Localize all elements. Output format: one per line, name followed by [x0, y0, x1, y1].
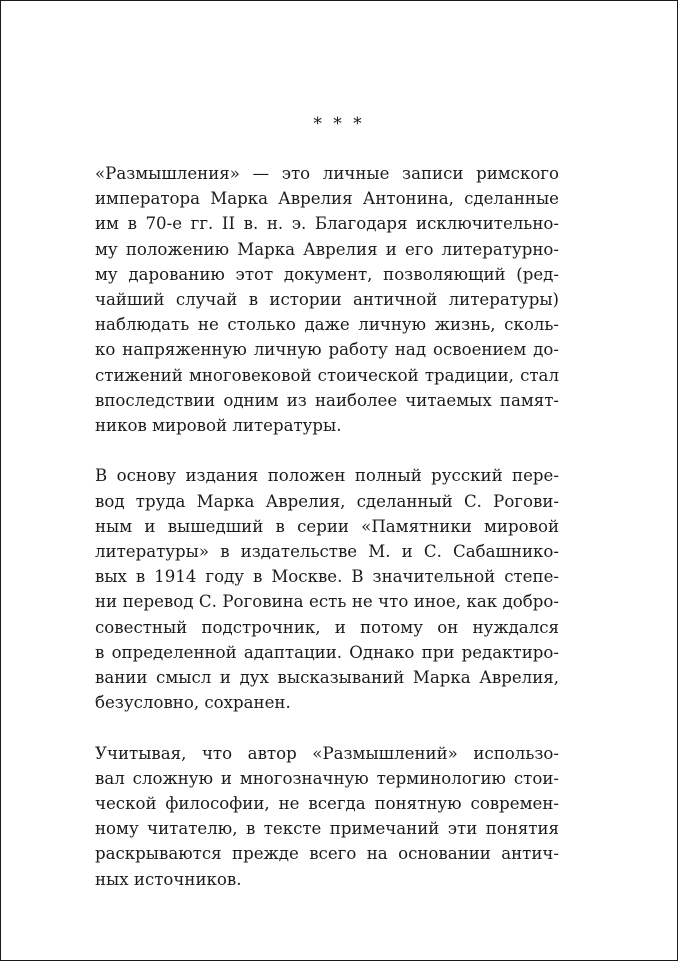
text-line: им в 70-е гг. II в. н. э. Благодаря исключительно- — [95, 214, 559, 234]
paragraph-spacer — [95, 715, 559, 740]
text-line: вал сложную и многозначную терминологию стои- — [95, 768, 559, 788]
text-line: ко напряженную личную работу над освоением до- — [95, 340, 559, 360]
text-line: литературы» в издательстве М. и С. Сабашнико- — [95, 542, 559, 562]
text-line: «Размышления» — это личные записи римского — [95, 164, 559, 183]
paragraph-3 — [95, 741, 559, 892]
text-line: ных источников. — [95, 869, 242, 889]
body-text — [95, 161, 559, 892]
text-line: стижений многовековой стоической традиции, стал — [95, 365, 559, 385]
text-line: совестный подстрочник, и потому он нуждался — [95, 617, 559, 637]
text-line: ников мировой литературы. — [95, 416, 342, 436]
text-line: наблюдать не столько даже личную жизнь, сколь- — [95, 315, 559, 335]
paragraph-1 — [95, 161, 559, 438]
text-line: вод труда Марка Аврелия, сделанный С. Рогови- — [95, 491, 559, 511]
text-line: императора Марка Аврелия Антонина, сделанные — [95, 189, 559, 209]
text-line: му дарованию этот документ, позволяющий (ред- — [95, 264, 559, 284]
text-line: В основу издания положен полный русский пере- — [95, 466, 559, 486]
text-line: впоследствии одним из наиболее читаемых памят- — [95, 390, 559, 410]
text-line: вых в 1914 году в Москве. В значительной степе- — [95, 567, 559, 587]
text-line: ческой философии, не всегда понятную современ- — [95, 794, 559, 814]
text-line: ным и вышедший в серии «Памятники мировой — [95, 516, 559, 536]
text-line: му положению Марка Аврелия и его литературно- — [95, 239, 559, 259]
paragraph-2 — [95, 463, 559, 715]
paragraph-spacer — [95, 438, 559, 463]
text-line: Учитывая, что автор «Размышлений» использо- — [95, 743, 559, 763]
section-divider-asterisks: * * * — [313, 114, 365, 134]
text-line: ному читателю, в тексте примечаний эти понятия — [95, 819, 559, 839]
text-line: безусловно, сохранен. — [95, 693, 291, 713]
text-line: раскрываются прежде всего на основании антич- — [95, 844, 559, 864]
text-line: вании смысл и дух высказываний Марка Аврелия, — [95, 668, 559, 688]
text-line: чайший случай в истории античной литературы) — [95, 290, 559, 310]
text-line: ни перевод С. Роговина есть не что иное, как добро- — [95, 592, 559, 612]
text-line: в определенной адаптации. Однако при редактиро- — [95, 642, 559, 662]
